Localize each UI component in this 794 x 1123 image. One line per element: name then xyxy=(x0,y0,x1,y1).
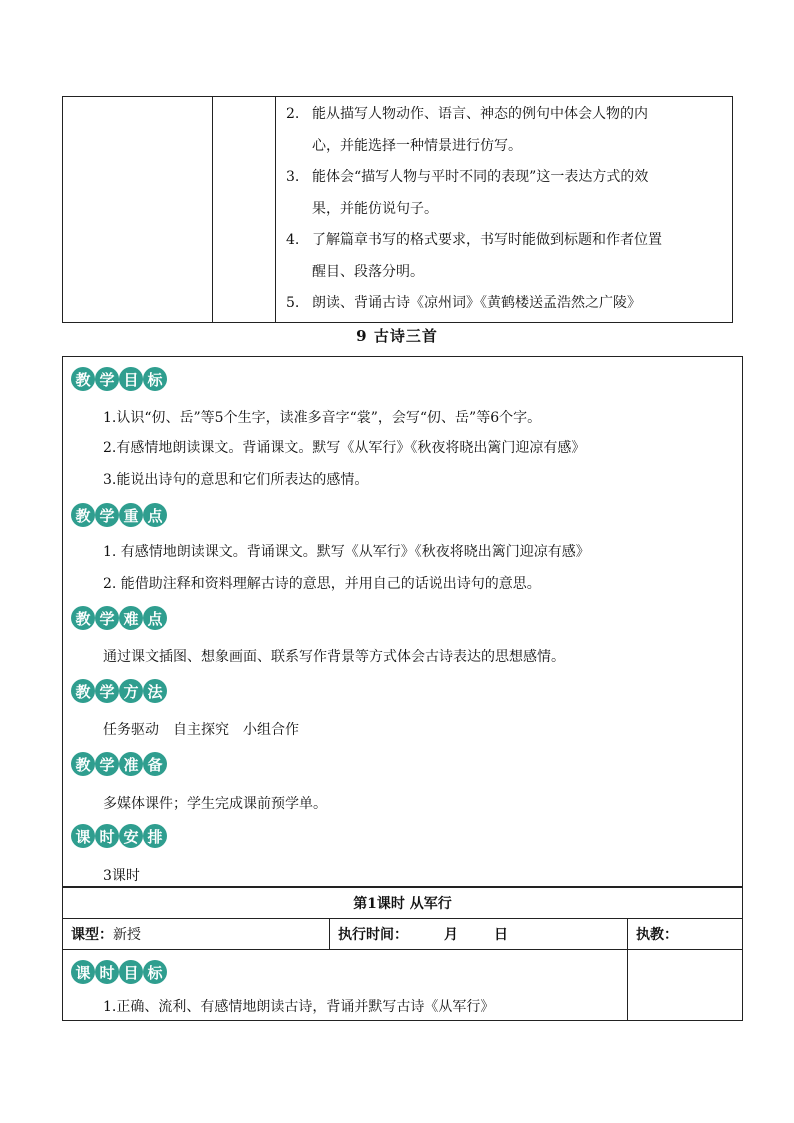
objective-text: 果，并能仿说句子。 xyxy=(312,200,438,217)
goal-item: 2.有感情地朗读课文。背诵课文。默写《从军行》《秋夜将晓出篱门迎凉有感》 xyxy=(103,440,586,456)
section-header-key-points xyxy=(71,503,167,527)
header-char: 教 xyxy=(71,367,95,391)
teacher-label: 执教： xyxy=(636,927,678,943)
header-char: 点 xyxy=(143,503,167,527)
objective-number: 5. xyxy=(286,295,300,311)
header-char: 教 xyxy=(71,752,95,776)
header-char: 学 xyxy=(95,606,119,630)
section-header-period-goals xyxy=(71,960,167,984)
period-goal-item: 1.正确、流利、有感情地朗读古诗，背诵并默写古诗《从军行》 xyxy=(103,999,495,1015)
objective-item xyxy=(286,225,722,288)
objective-text: 心，并能选择一种情景进行仿写。 xyxy=(312,137,522,154)
objective-number: 4. xyxy=(286,232,300,248)
header-char: 备 xyxy=(143,752,167,776)
lesson-type-value: 新授 xyxy=(113,927,141,943)
method-item: 任务驱动 自主探究 小组合作 xyxy=(103,722,299,738)
goal-item: 1.认识“仞、岳”等5个生字，读准多音字“裳”，会写“仞、岳”等6个字。 xyxy=(103,410,542,426)
header-char: 课 xyxy=(71,824,95,848)
header-char: 排 xyxy=(143,824,167,848)
header-char: 点 xyxy=(143,606,167,630)
header-char: 准 xyxy=(119,752,143,776)
header-char: 目 xyxy=(119,367,143,391)
key-point-item: 2. 能借助注释和资料理解古诗的意思，并用自己的话说出诗句的意思。 xyxy=(103,576,541,592)
header-char: 教 xyxy=(71,503,95,527)
header-char: 教 xyxy=(71,606,95,630)
schedule-item: 3课时 xyxy=(103,868,140,884)
header-char: 学 xyxy=(95,367,119,391)
header-char: 目 xyxy=(119,960,143,984)
header-char: 方 xyxy=(119,679,143,703)
header-char: 学 xyxy=(95,679,119,703)
empty-cell xyxy=(63,97,213,323)
header-char: 学 xyxy=(95,752,119,776)
lesson-period-title: 第1课时 从军行 xyxy=(63,888,743,919)
header-char: 标 xyxy=(143,960,167,984)
header-char: 法 xyxy=(143,679,167,703)
header-char: 重 xyxy=(119,503,143,527)
section-header-preparation xyxy=(71,752,167,776)
section-header-schedule xyxy=(71,824,167,848)
section-header-methods xyxy=(71,679,167,703)
lesson-type-label: 课型： xyxy=(71,927,113,943)
empty-cell xyxy=(628,950,743,1021)
day-label: 日 xyxy=(494,927,508,943)
objective-text: 能从描写人物动作、语言、神态的例句中体会人物的内 xyxy=(312,106,648,122)
lesson-table xyxy=(62,887,743,1021)
teacher-cell xyxy=(628,919,743,950)
section-header-goals xyxy=(71,367,167,391)
objective-text: 能体会“描写人物与平时不同的表现”这一表达方式的效 xyxy=(312,169,649,185)
objectives-cell xyxy=(276,97,733,323)
objective-number: 3. xyxy=(286,169,300,185)
objective-text: 朗读、背诵古诗《凉州词》《黄鹤楼送孟浩然之广陵》 xyxy=(312,295,641,311)
objective-number: 2. xyxy=(286,106,300,122)
header-char: 时 xyxy=(95,824,119,848)
header-char: 学 xyxy=(95,503,119,527)
header-char: 教 xyxy=(71,679,95,703)
preparation-item: 多媒体课件；学生完成课前预学单。 xyxy=(103,796,327,812)
objective-item xyxy=(286,288,722,320)
header-char: 安 xyxy=(119,824,143,848)
goal-item: 3.能说出诗句的意思和它们所表达的感情。 xyxy=(103,472,369,488)
header-char: 标 xyxy=(143,367,167,391)
header-char: 难 xyxy=(119,606,143,630)
objective-item xyxy=(286,99,722,162)
key-point-item: 1. 有感情地朗读课文。背诵课文。默写《从军行》《秋夜将晓出篱门迎凉有感》 xyxy=(103,544,590,560)
header-char: 时 xyxy=(95,960,119,984)
lesson-plan-box xyxy=(62,356,743,887)
empty-cell xyxy=(213,97,276,323)
lesson-title: 9 古诗三首 xyxy=(356,327,438,345)
objectives-table xyxy=(62,96,733,323)
lesson-type-cell xyxy=(63,919,330,950)
objective-text: 醒目、段落分明。 xyxy=(312,263,424,280)
header-char: 课 xyxy=(71,960,95,984)
execution-time-cell xyxy=(330,919,628,950)
month-label: 月 xyxy=(444,927,458,943)
objective-text: 了解篇章书写的格式要求，书写时能做到标题和作者位置 xyxy=(312,232,662,248)
period-goals-cell xyxy=(63,950,628,1021)
execution-time-label: 执行时间： xyxy=(338,927,408,943)
difficulty-item: 通过课文插图、想象画面、联系写作背景等方式体会古诗表达的思想感情。 xyxy=(103,649,565,665)
objective-item xyxy=(286,162,722,225)
section-header-difficulties xyxy=(71,606,167,630)
